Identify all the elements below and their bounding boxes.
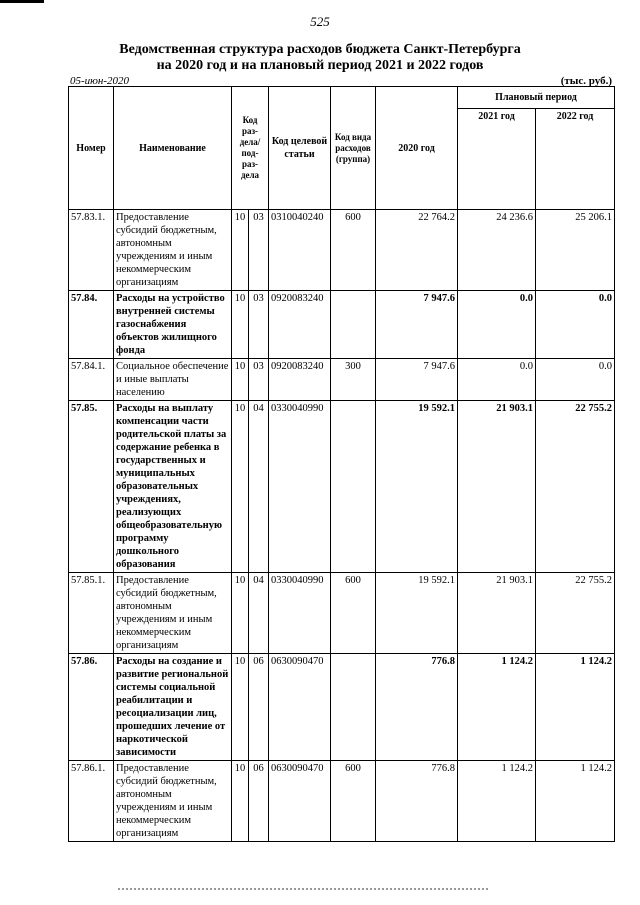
row-subsection: 06 bbox=[249, 761, 269, 842]
row-2021-value: 21 903.1 bbox=[458, 573, 536, 654]
row-number: 57.84. bbox=[69, 291, 114, 359]
row-2021-value: 21 903.1 bbox=[458, 401, 536, 573]
page-number: 525 bbox=[310, 14, 330, 29]
row-target-code: 0630090470 bbox=[269, 761, 331, 842]
header-name: Наименование bbox=[114, 87, 232, 210]
expenses-table bbox=[68, 86, 615, 842]
row-subsection: 03 bbox=[249, 210, 269, 291]
header-2022: 2022 год bbox=[536, 109, 615, 210]
title-line-1: Ведомственная структура расходов бюджета Санкт-Петербурга bbox=[119, 42, 521, 57]
row-section: 10 bbox=[232, 359, 249, 401]
table-row bbox=[69, 210, 615, 291]
row-2022-value: 0.0 bbox=[536, 291, 615, 359]
row-name: Социальное обеспечение и иные выплаты населению bbox=[114, 359, 232, 401]
table-row bbox=[69, 573, 615, 654]
row-2021-value: 24 236.6 bbox=[458, 210, 536, 291]
row-2020-value: 7 947.6 bbox=[376, 359, 458, 401]
row-section: 10 bbox=[232, 654, 249, 761]
row-section: 10 bbox=[232, 291, 249, 359]
row-name: Расходы на создание и развитие региональной системы социальной реабилитации и ресоциализации лиц, прошедших лечение от наркотической зависимости bbox=[114, 654, 232, 761]
row-target-code: 0920083240 bbox=[269, 359, 331, 401]
header-section: Код раз- дела/ под- раз- дела bbox=[232, 87, 269, 210]
row-2022-value: 0.0 bbox=[536, 359, 615, 401]
row-2021-value: 0.0 bbox=[458, 291, 536, 359]
table-body bbox=[69, 210, 615, 842]
header-2020: 2020 год bbox=[376, 87, 458, 210]
row-2020-value: 19 592.1 bbox=[376, 401, 458, 573]
row-subsection: 06 bbox=[249, 654, 269, 761]
row-type-code bbox=[331, 401, 376, 573]
row-2020-value: 776.8 bbox=[376, 761, 458, 842]
row-2020-value: 22 764.2 bbox=[376, 210, 458, 291]
row-2020-value: 19 592.1 bbox=[376, 573, 458, 654]
row-type-code bbox=[331, 291, 376, 359]
row-number: 57.85. bbox=[69, 401, 114, 573]
header-type: Код вида расходов (группа) bbox=[331, 87, 376, 210]
table-row bbox=[69, 654, 615, 761]
document-date: 05-июн-2020 bbox=[70, 75, 130, 87]
table-row bbox=[69, 359, 615, 401]
row-type-code: 600 bbox=[331, 210, 376, 291]
row-2021-value: 1 124.2 bbox=[458, 761, 536, 842]
footer-stamp bbox=[118, 888, 488, 892]
row-type-code: 600 bbox=[331, 761, 376, 842]
row-name: Расходы на выплату компенсации части родительской платы за содержание ребенка в государственных и муниципальных образовательных учреждениях, реализующих общеобразовательную программу дошкольного образования bbox=[114, 401, 232, 573]
row-number: 57.83.1. bbox=[69, 210, 114, 291]
row-name: Расходы на устройство внутренней системы газоснабжения объектов жилищного фонда bbox=[114, 291, 232, 359]
row-2020-value: 7 947.6 bbox=[376, 291, 458, 359]
row-number: 57.86.1. bbox=[69, 761, 114, 842]
top-edge-mark bbox=[0, 0, 44, 3]
row-type-code: 300 bbox=[331, 359, 376, 401]
row-type-code: 600 bbox=[331, 573, 376, 654]
row-target-code: 0330040990 bbox=[269, 401, 331, 573]
row-subsection: 03 bbox=[249, 291, 269, 359]
table-row bbox=[69, 291, 615, 359]
row-name: Предоставление субсидий бюджетным, автономным учреждениям и иным некоммерческим организациям bbox=[114, 210, 232, 291]
row-section: 10 bbox=[232, 210, 249, 291]
row-section: 10 bbox=[232, 401, 249, 573]
table-row bbox=[69, 401, 615, 573]
row-subsection: 04 bbox=[249, 573, 269, 654]
row-number: 57.84.1. bbox=[69, 359, 114, 401]
row-target-code: 0630090470 bbox=[269, 654, 331, 761]
row-name: Предоставление субсидий бюджетным, автономным учреждениям и иным некоммерческим организациям bbox=[114, 761, 232, 842]
header-target: Код целевой статьи bbox=[269, 87, 331, 210]
row-2022-value: 22 755.2 bbox=[536, 401, 615, 573]
row-target-code: 0920083240 bbox=[269, 291, 331, 359]
table-row bbox=[69, 761, 615, 842]
header-2021: 2021 год bbox=[458, 109, 536, 210]
row-2022-value: 25 206.1 bbox=[536, 210, 615, 291]
row-name: Предоставление субсидий бюджетным, автономным учреждениям и иным некоммерческим организациям bbox=[114, 573, 232, 654]
row-target-code: 0330040990 bbox=[269, 573, 331, 654]
row-2020-value: 776.8 bbox=[376, 654, 458, 761]
row-2022-value: 22 755.2 bbox=[536, 573, 615, 654]
row-target-code: 0310040240 bbox=[269, 210, 331, 291]
table-header bbox=[69, 87, 615, 210]
title-line-2: на 2020 год и на плановый период 2021 и 2022 годов bbox=[156, 58, 484, 73]
document-title bbox=[0, 42, 640, 74]
row-number: 57.85.1. bbox=[69, 573, 114, 654]
units-label: (тыс. руб.) bbox=[560, 75, 612, 87]
row-section: 10 bbox=[232, 761, 249, 842]
header-plan-period: Плановый период bbox=[458, 87, 615, 109]
row-subsection: 04 bbox=[249, 401, 269, 573]
row-section: 10 bbox=[232, 573, 249, 654]
row-2022-value: 1 124.2 bbox=[536, 761, 615, 842]
row-2021-value: 1 124.2 bbox=[458, 654, 536, 761]
row-number: 57.86. bbox=[69, 654, 114, 761]
header-number: Номер bbox=[69, 87, 114, 210]
row-2021-value: 0.0 bbox=[458, 359, 536, 401]
row-2022-value: 1 124.2 bbox=[536, 654, 615, 761]
row-subsection: 03 bbox=[249, 359, 269, 401]
row-type-code bbox=[331, 654, 376, 761]
